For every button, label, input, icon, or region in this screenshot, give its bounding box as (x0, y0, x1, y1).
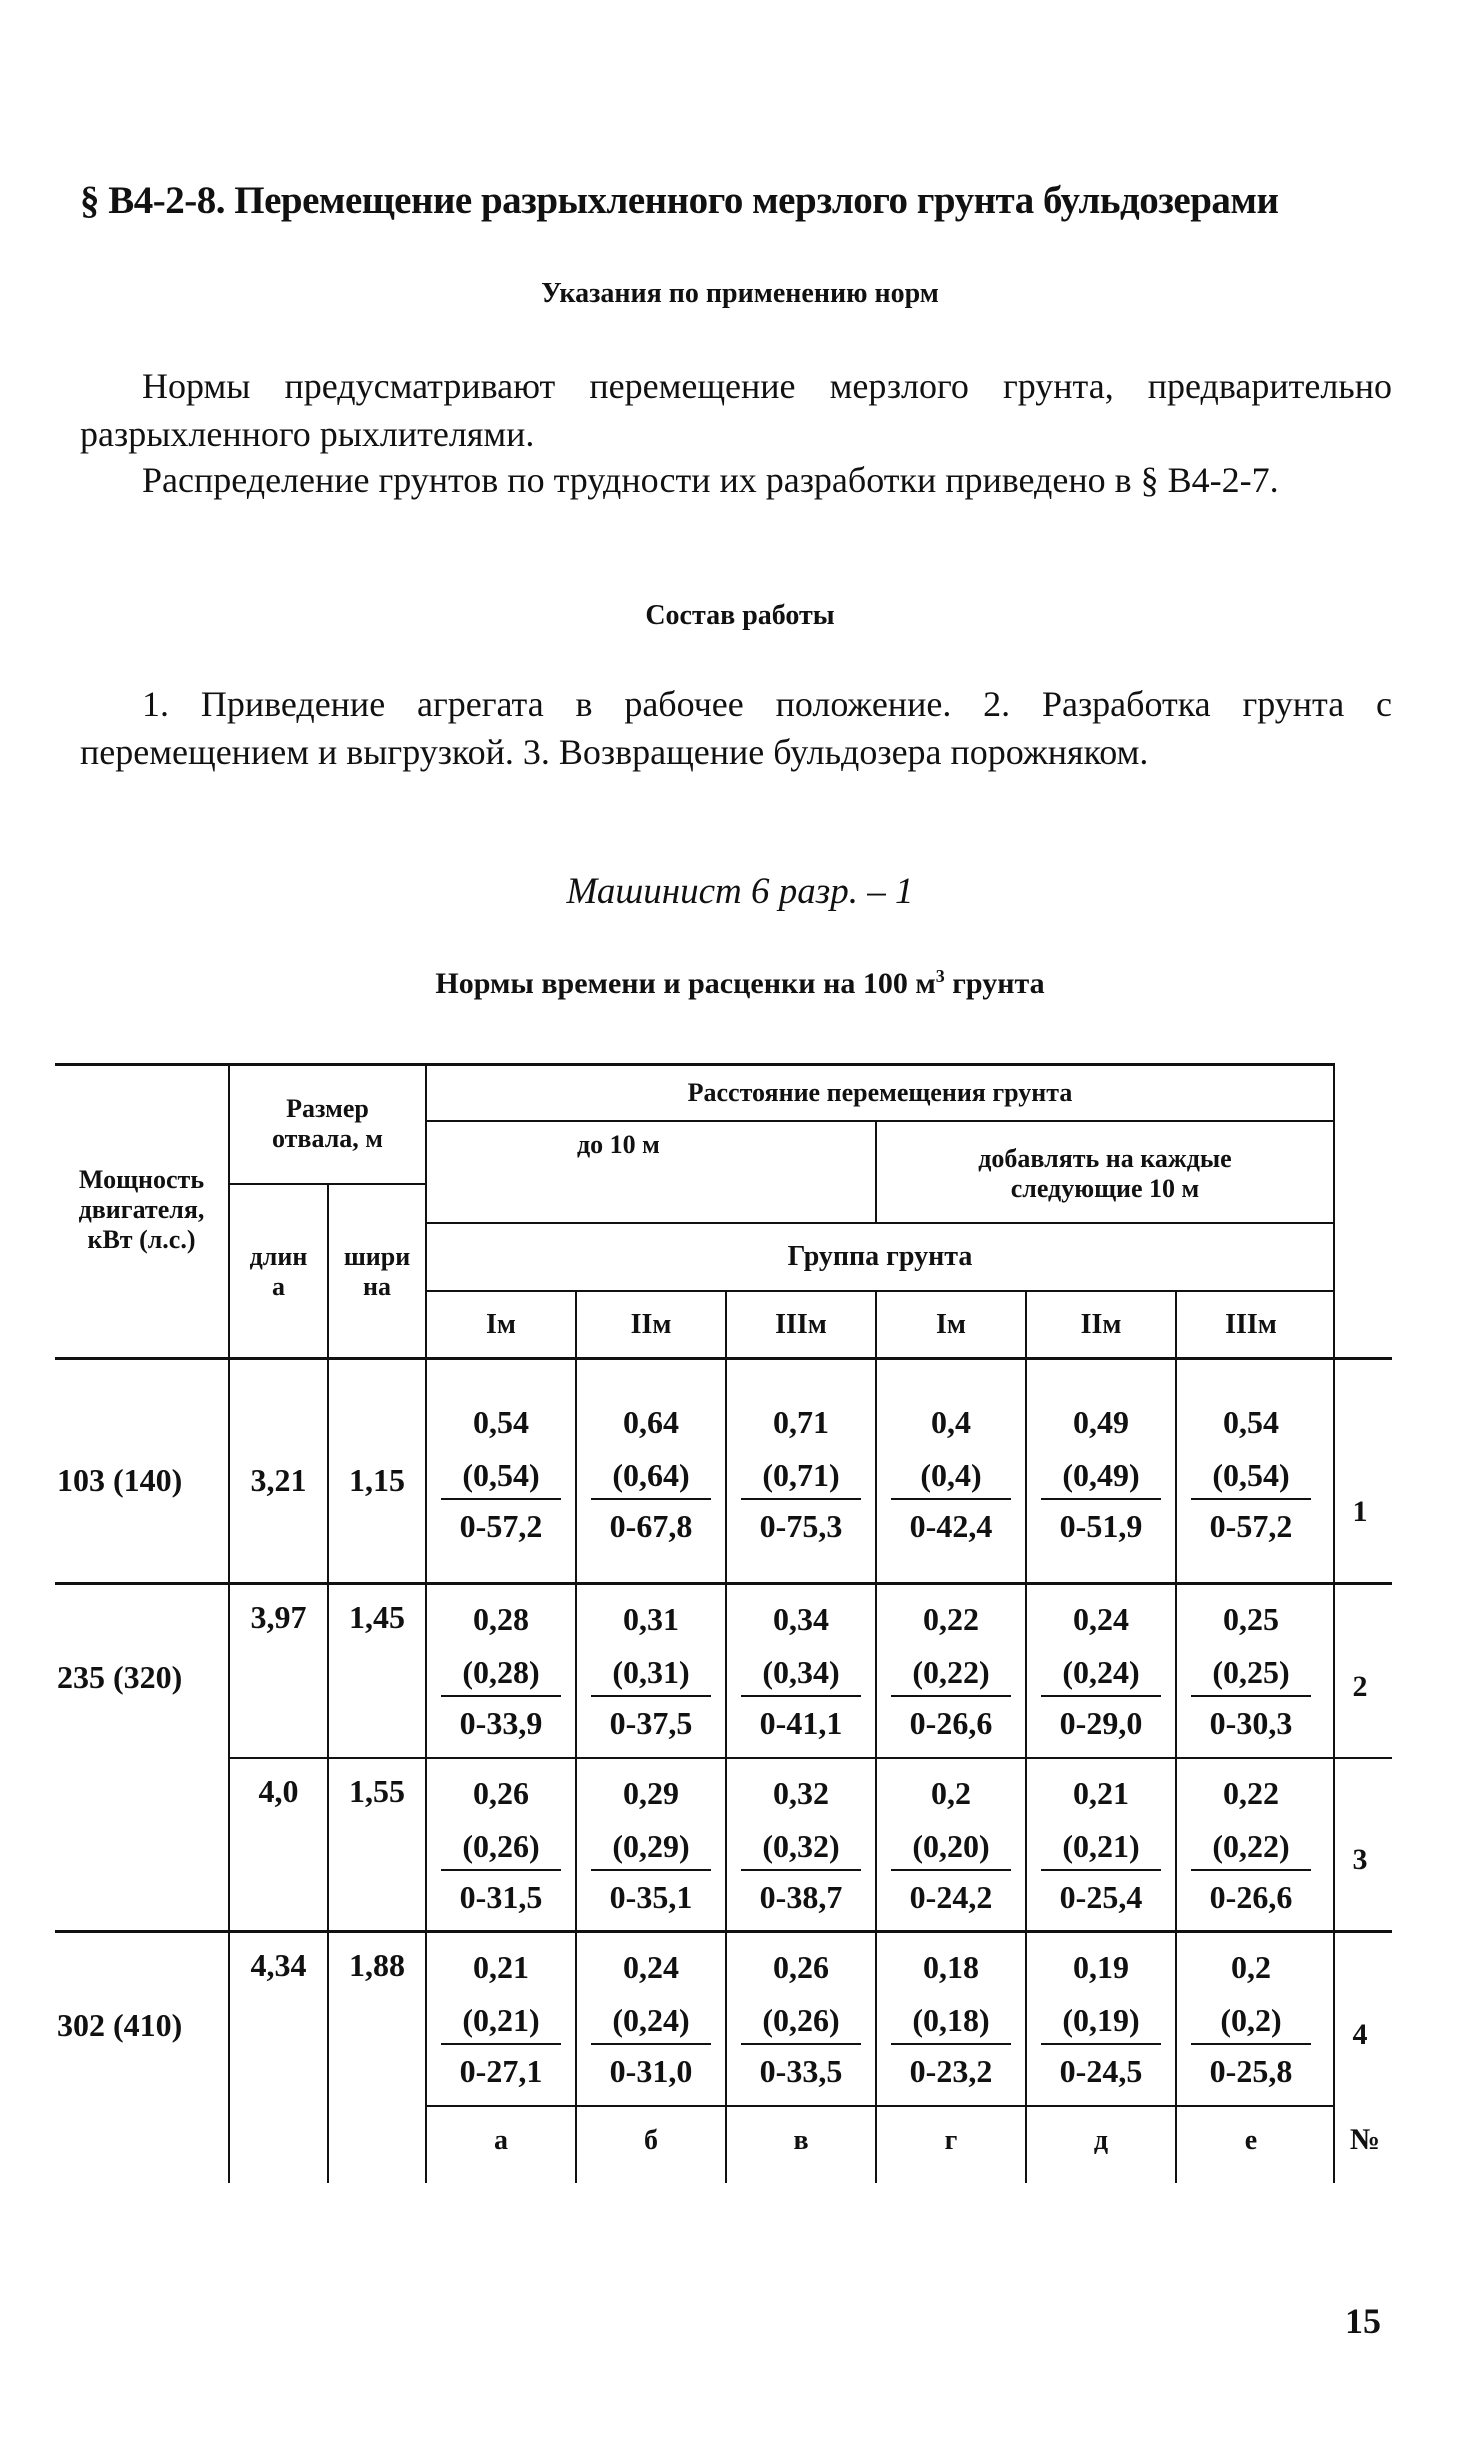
row-2-power: 235 (320) (57, 1658, 183, 1695)
row-1-col-3-rate: 0-75,3 (759, 1507, 843, 1544)
instructions-heading: Указания по применению норм (541, 278, 939, 309)
row-4-width: 1,88 (349, 1946, 405, 1983)
row-2-col-6-fraction-line (1191, 1695, 1311, 1697)
row-4-col-3-fraction-line (741, 2043, 861, 2045)
row-4-col-6-norm-alt: (0,2) (1220, 2001, 1282, 2038)
row-1-col-6-fraction-line (1191, 1498, 1311, 1500)
row-4-col-4-norm: 0,18 (923, 1948, 979, 1985)
column-letter-1: а (494, 2125, 508, 2156)
row-2-col-6-norm: 0,25 (1223, 1600, 1279, 1637)
header-length: длина (249, 1241, 308, 1301)
row-3-col-2-rate: 0-35,1 (609, 1878, 693, 1915)
row-1-col-1-norm-alt: (0,54) (462, 1456, 540, 1493)
work-paragraph: 1. Приведение агрегата в рабочее положение. 2. Разработка грунта с перемещением и выгрузкой. 3. Возвращение бульдозера порожняком. (80, 684, 1392, 772)
row-2-col-4-norm-alt: (0,22) (912, 1653, 990, 1690)
row-1-col-4-norm-alt: (0,4) (920, 1456, 982, 1493)
column-no-label: № (1349, 2123, 1381, 2156)
row-3-col-1-rate: 0-31,5 (459, 1878, 543, 1915)
row-3-col-4-rate: 0-24,2 (909, 1878, 993, 1915)
row-2-col-4-rate: 0-26,6 (909, 1704, 993, 1741)
work-heading: Состав работы (645, 600, 835, 631)
row-2-col-3-norm-alt: (0,34) (762, 1653, 840, 1690)
row-3-col-6-rate: 0-26,6 (1209, 1878, 1293, 1915)
table-rule-row-2 (228, 1757, 1392, 1759)
row-3-col-6-fraction-line (1191, 1869, 1311, 1871)
row-2-col-2-rate: 0-37,5 (609, 1704, 693, 1741)
page-number: 15 (1345, 2301, 1381, 2341)
table-rule-row-1 (55, 1582, 1392, 1585)
header-blade-size: Размер отвала, м (272, 1094, 383, 1153)
column-letter-4: г (944, 2125, 958, 2156)
row-3-col-4-fraction-line (891, 1869, 1011, 1871)
row-3-width: 1,55 (349, 1772, 405, 1809)
row-4-col-1-fraction-line (441, 2043, 561, 2045)
column-letter-3: в (793, 2125, 809, 2156)
row-4-col-1-rate: 0-27,1 (459, 2052, 543, 2089)
row-1-col-2-norm-alt: (0,64) (612, 1456, 690, 1493)
row-2-col-5-norm-alt: (0,24) (1062, 1653, 1140, 1690)
row-3-col-1-norm: 0,26 (473, 1774, 529, 1811)
row-2-col-3-fraction-line (741, 1695, 861, 1697)
row-3-col-2-norm: 0,29 (623, 1774, 679, 1811)
soil-group-5: IIм (1080, 1308, 1122, 1340)
row-2-col-1-norm-alt: (0,28) (462, 1653, 540, 1690)
row-4-col-3-norm-alt: (0,26) (762, 2001, 840, 2038)
row-4-number: 4 (1352, 2018, 1368, 2051)
row-4-col-2-fraction-line (591, 2043, 711, 2045)
row-1-col-2-rate: 0-67,8 (609, 1507, 693, 1544)
row-1-col-4-fraction-line (891, 1498, 1011, 1500)
instructions-paragraph-1: Нормы предусматривают перемещение мерзлого грунта, предварительно разрыхленного рыхлителями. (80, 366, 1392, 454)
row-3-col-6-norm-alt: (0,22) (1212, 1827, 1290, 1864)
section-title: § В4-2-8. Перемещение разрыхленного мерзлого грунта бульдозерами (80, 179, 1279, 222)
row-4-length: 4,34 (250, 1946, 307, 1983)
row-3-col-3-norm-alt: (0,32) (762, 1827, 840, 1864)
table-rule-header-bottom (55, 1357, 1392, 1360)
row-2-col-1-fraction-line (441, 1695, 561, 1697)
row-3-col-4-norm: 0,2 (931, 1774, 971, 1811)
header-width: ширина (343, 1241, 411, 1301)
row-1-length: 3,21 (250, 1461, 307, 1498)
row-1-col-3-fraction-line (741, 1498, 861, 1500)
row-3-col-1-fraction-line (441, 1869, 561, 1871)
soil-group-3: IIIм (775, 1308, 827, 1340)
row-4-col-1-norm: 0,21 (473, 1948, 529, 1985)
row-4-col-2-norm: 0,24 (623, 1948, 679, 1985)
row-4-col-6-rate: 0-25,8 (1209, 2052, 1293, 2089)
row-2-col-6-norm-alt: (0,25) (1212, 1653, 1290, 1690)
row-1-col-4-rate: 0-42,4 (909, 1507, 993, 1544)
table-title-text: Нормы времени и расценки на 100 м (435, 967, 936, 1000)
row-1-col-1-norm: 0,54 (473, 1403, 529, 1440)
row-3-length: 4,0 (258, 1772, 299, 1809)
header-soil-group: Группа грунта (787, 1241, 973, 1272)
row-4-col-5-fraction-line (1041, 2043, 1161, 2045)
row-4-col-5-rate: 0-24,5 (1059, 2052, 1143, 2089)
row-1-col-3-norm: 0,71 (773, 1403, 829, 1440)
row-3-col-2-fraction-line (591, 1869, 711, 1871)
row-1-col-2-fraction-line (591, 1498, 711, 1500)
worker-line: Машинист 6 разр. – 1 (566, 871, 914, 912)
row-1-col-4-norm: 0,4 (931, 1403, 971, 1440)
row-2-col-3-rate: 0-41,1 (759, 1704, 843, 1741)
row-3-col-5-rate: 0-25,4 (1059, 1878, 1143, 1915)
row-2-col-5-rate: 0-29,0 (1059, 1704, 1143, 1741)
row-1-col-1-rate: 0-57,2 (459, 1507, 543, 1544)
table-rule-row-3 (55, 1930, 1392, 1933)
column-letter-6: е (1244, 2125, 1258, 2156)
row-2-col-2-fraction-line (591, 1695, 711, 1697)
column-letter-2: б (644, 2125, 658, 2156)
row-4-col-2-rate: 0-31,0 (609, 2052, 693, 2089)
row-1-number: 1 (1352, 1495, 1368, 1528)
row-3-col-3-norm: 0,32 (773, 1774, 829, 1811)
instructions-paragraph-2: Распределение грунтов по трудности их разработки приведено в § В4-2-7. (142, 460, 1279, 500)
row-4-col-4-norm-alt: (0,18) (912, 2001, 990, 2038)
header-distance: Расстояние перемещения грунта (687, 1078, 1073, 1107)
row-2-col-1-rate: 0-33,9 (459, 1704, 543, 1741)
row-1-col-5-fraction-line (1041, 1498, 1161, 1500)
row-2-col-3-norm: 0,34 (773, 1600, 829, 1637)
row-2-col-5-fraction-line (1041, 1695, 1161, 1697)
row-3-number: 3 (1352, 1843, 1368, 1876)
row-1-col-2-norm: 0,64 (623, 1403, 679, 1440)
row-2-col-5-norm: 0,24 (1073, 1600, 1129, 1637)
row-2-width: 1,45 (349, 1598, 405, 1635)
row-4-col-6-fraction-line (1191, 2043, 1311, 2045)
soil-group-4: Iм (936, 1308, 966, 1340)
row-2-col-1-norm: 0,28 (473, 1600, 529, 1637)
table-title-suffix: грунта (944, 967, 1045, 1000)
header-add-each-10: добавлять на каждые следующие 10 м (978, 1144, 1232, 1203)
soil-group-6: IIIм (1225, 1308, 1277, 1340)
row-3-col-6-norm: 0,22 (1223, 1774, 1279, 1811)
row-4-col-5-norm-alt: (0,19) (1062, 2001, 1140, 2038)
row-4-col-1-norm-alt: (0,21) (462, 2001, 540, 2038)
row-4-col-2-norm-alt: (0,24) (612, 2001, 690, 2038)
row-3-col-4-norm-alt: (0,20) (912, 1827, 990, 1864)
row-3-col-5-norm-alt: (0,21) (1062, 1827, 1140, 1864)
table-title-superscript: 3 (935, 966, 945, 986)
row-1-col-6-norm: 0,54 (1223, 1403, 1279, 1440)
row-2-length: 3,97 (250, 1598, 307, 1635)
row-4-col-4-rate: 0-23,2 (909, 2052, 993, 2089)
row-3-col-1-norm-alt: (0,26) (462, 1827, 540, 1864)
row-2-col-4-fraction-line (891, 1695, 1011, 1697)
row-3-col-5-norm: 0,21 (1073, 1774, 1129, 1811)
row-4-col-6-norm: 0,2 (1231, 1948, 1271, 1985)
row-2-number: 2 (1352, 1670, 1368, 1703)
row-4-col-5-norm: 0,19 (1073, 1948, 1129, 1985)
column-letter-5: д (1093, 2125, 1109, 2156)
row-1-col-6-rate: 0-57,2 (1209, 1507, 1293, 1544)
soil-group-1: Iм (486, 1308, 516, 1340)
row-1-width: 1,15 (349, 1461, 405, 1498)
row-1-col-1-fraction-line (441, 1498, 561, 1500)
row-1-col-5-norm: 0,49 (1073, 1403, 1129, 1440)
row-1-power: 103 (140) (57, 1461, 183, 1498)
row-4-power: 302 (410) (57, 2006, 183, 2043)
row-4-col-4-fraction-line (891, 2043, 1011, 2045)
row-3-col-3-rate: 0-38,7 (759, 1878, 843, 1915)
row-3-col-3-fraction-line (741, 1869, 861, 1871)
row-1-col-3-norm-alt: (0,71) (762, 1456, 840, 1493)
row-2-col-6-rate: 0-30,3 (1209, 1704, 1293, 1741)
row-1-col-5-rate: 0-51,9 (1059, 1507, 1143, 1544)
soil-group-2: IIм (630, 1308, 672, 1340)
row-2-col-2-norm: 0,31 (623, 1600, 679, 1637)
row-3-col-2-norm-alt: (0,29) (612, 1827, 690, 1864)
row-1-col-6-norm-alt: (0,54) (1212, 1456, 1290, 1493)
row-3-col-5-fraction-line (1041, 1869, 1161, 1871)
row-2-col-2-norm-alt: (0,31) (612, 1653, 690, 1690)
row-2-col-4-norm: 0,22 (923, 1600, 979, 1637)
row-4-col-3-norm: 0,26 (773, 1948, 829, 1985)
row-4-col-3-rate: 0-33,5 (759, 2052, 843, 2089)
header-power: Мощность двигателя, кВт (л.с.) (78, 1165, 205, 1254)
row-1-col-5-norm-alt: (0,49) (1062, 1456, 1140, 1493)
header-up-to-10: до 10 м (577, 1130, 660, 1159)
